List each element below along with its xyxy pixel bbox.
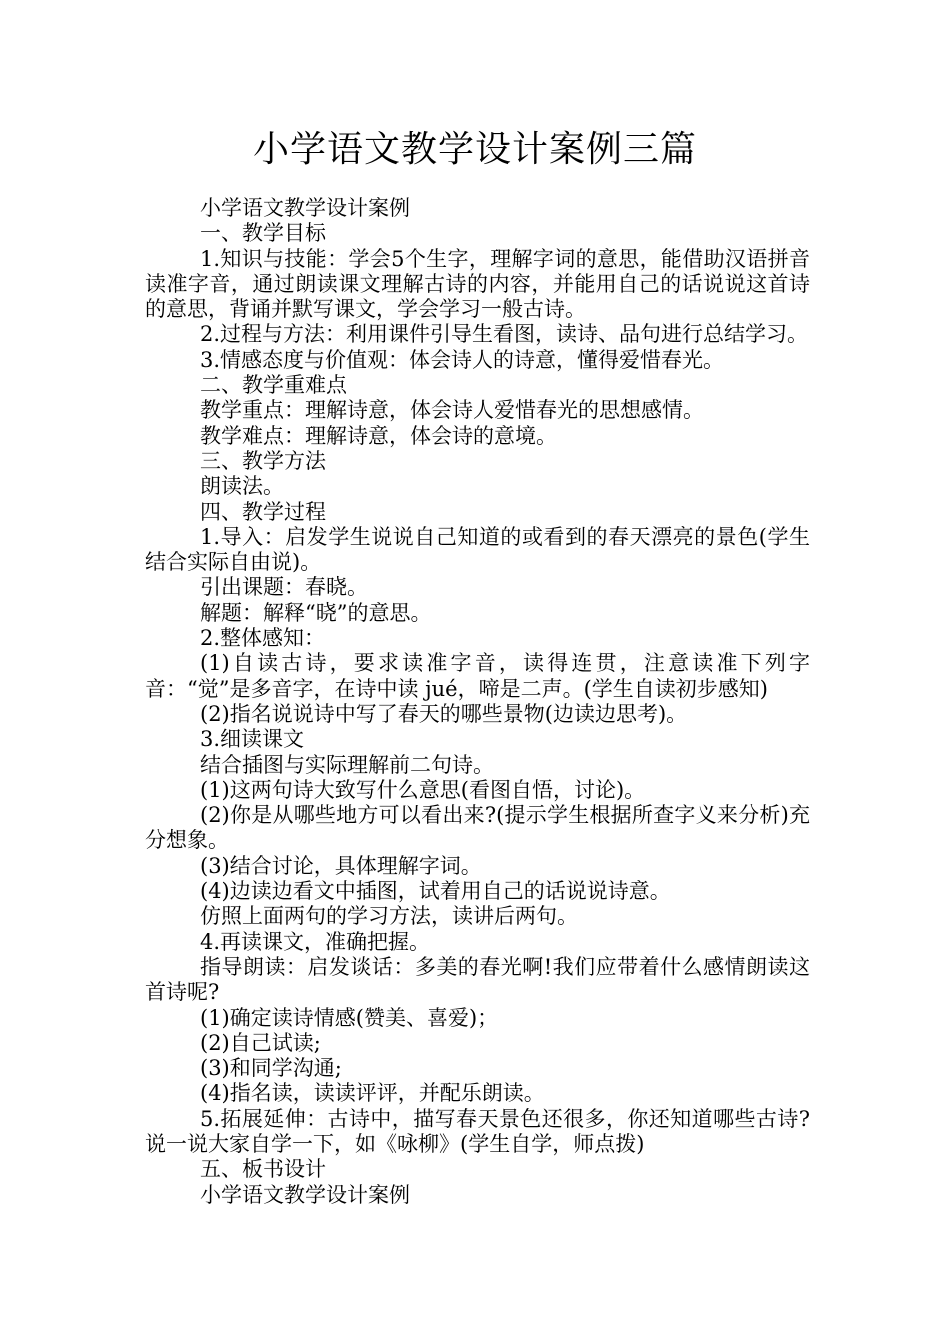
paragraph: 仿照上面两句的学习方法，读讲后两句。 xyxy=(200,904,578,929)
paragraph: 小学语文教学设计案例 xyxy=(200,196,410,220)
paragraph: 1.知识与技能：学会5个生字，理解字词的意思，能借助汉语拼音读准字音，通过朗读课文理解古诗的内容，并能用自己的话说说这首诗的意思，背诵并默写课文，学会学习一般古诗。 xyxy=(145,246,810,322)
paragraph: 指导朗读：启发谈话：多美的春光啊!我们应带着什么感情朗读这首诗呢? xyxy=(145,954,810,1005)
paragraph: 解题：解释“晓”的意思。 xyxy=(200,600,432,625)
paragraph: 朗读法。 xyxy=(200,474,284,499)
paragraph: (4)边读边看文中插图，试着用自己的话说说诗意。 xyxy=(200,879,671,904)
document-title: 小学语文教学设计案例三篇 xyxy=(252,129,697,170)
section-heading: 五、板书设计 xyxy=(200,1157,326,1182)
paragraph: (4)指名读，读读评评，并配乐朗读。 xyxy=(200,1081,545,1106)
paragraph: 教学难点：理解诗意，体会诗的意境。 xyxy=(200,423,557,448)
paragraph: 3.情感态度与价值观：体会诗人的诗意，懂得爱惜春光。 xyxy=(200,347,725,372)
paragraph: 2.整体感知： xyxy=(200,626,326,651)
paragraph: (3)和同学沟通; xyxy=(200,1056,342,1081)
paragraph: (2)指名说说诗中写了春天的哪些景物(边读边思考)。 xyxy=(200,701,688,726)
section-heading: 三、教学方法 xyxy=(200,448,326,473)
paragraph: (1)这两句诗大致写什么意思(看图自悟，讨论)。 xyxy=(200,777,646,802)
paragraph: 结合插图与实际理解前二句诗。 xyxy=(200,752,494,777)
paragraph: 小学语文教学设计案例 xyxy=(200,1182,410,1207)
paragraph: 引出课题：春晓。 xyxy=(200,575,368,600)
section-heading: 二、教学重难点 xyxy=(200,373,347,398)
paragraph: 2.过程与方法：利用课件引导生看图，读诗、品句进行总结学习。 xyxy=(200,322,809,347)
paragraph: (3)结合讨论，具体理解字词。 xyxy=(200,853,482,878)
paragraph: 教学重点：理解诗意，体会诗人爱惜春光的思想感情。 xyxy=(200,398,704,423)
paragraph: 3.细读课文 xyxy=(200,727,305,752)
paragraph: 1.导入：启发学生说说自己知道的或看到的春天漂亮的景色(学生结合实际自由说)。 xyxy=(145,524,810,575)
paragraph: 5.拓展延伸：古诗中，描写春天景色还很多，你还知道哪些古诗?说一说大家自学一下，如《咏柳》(学生自学，师点拨) xyxy=(145,1106,810,1156)
section-heading: 四、教学过程 xyxy=(200,499,326,524)
paragraph: (1)确定读诗情感(赞美、喜爱)； xyxy=(200,1005,499,1030)
paragraph: (1)自读古诗，要求读准字音，读得连贯，注意读准下列字音：“觉”是多音字，在诗中读 jué，啼是二声。(学生自读初步感知) xyxy=(145,651,810,701)
paragraph: (2)你是从哪些地方可以看出来?(提示学生根据所查字义来分析)充分想象。 xyxy=(145,803,810,853)
section-heading: 一、教学目标 xyxy=(200,221,326,246)
paragraph: (2)自己试读; xyxy=(200,1030,321,1055)
paragraph: 4.再读课文，准确把握。 xyxy=(200,929,431,954)
document-body xyxy=(145,196,810,1208)
